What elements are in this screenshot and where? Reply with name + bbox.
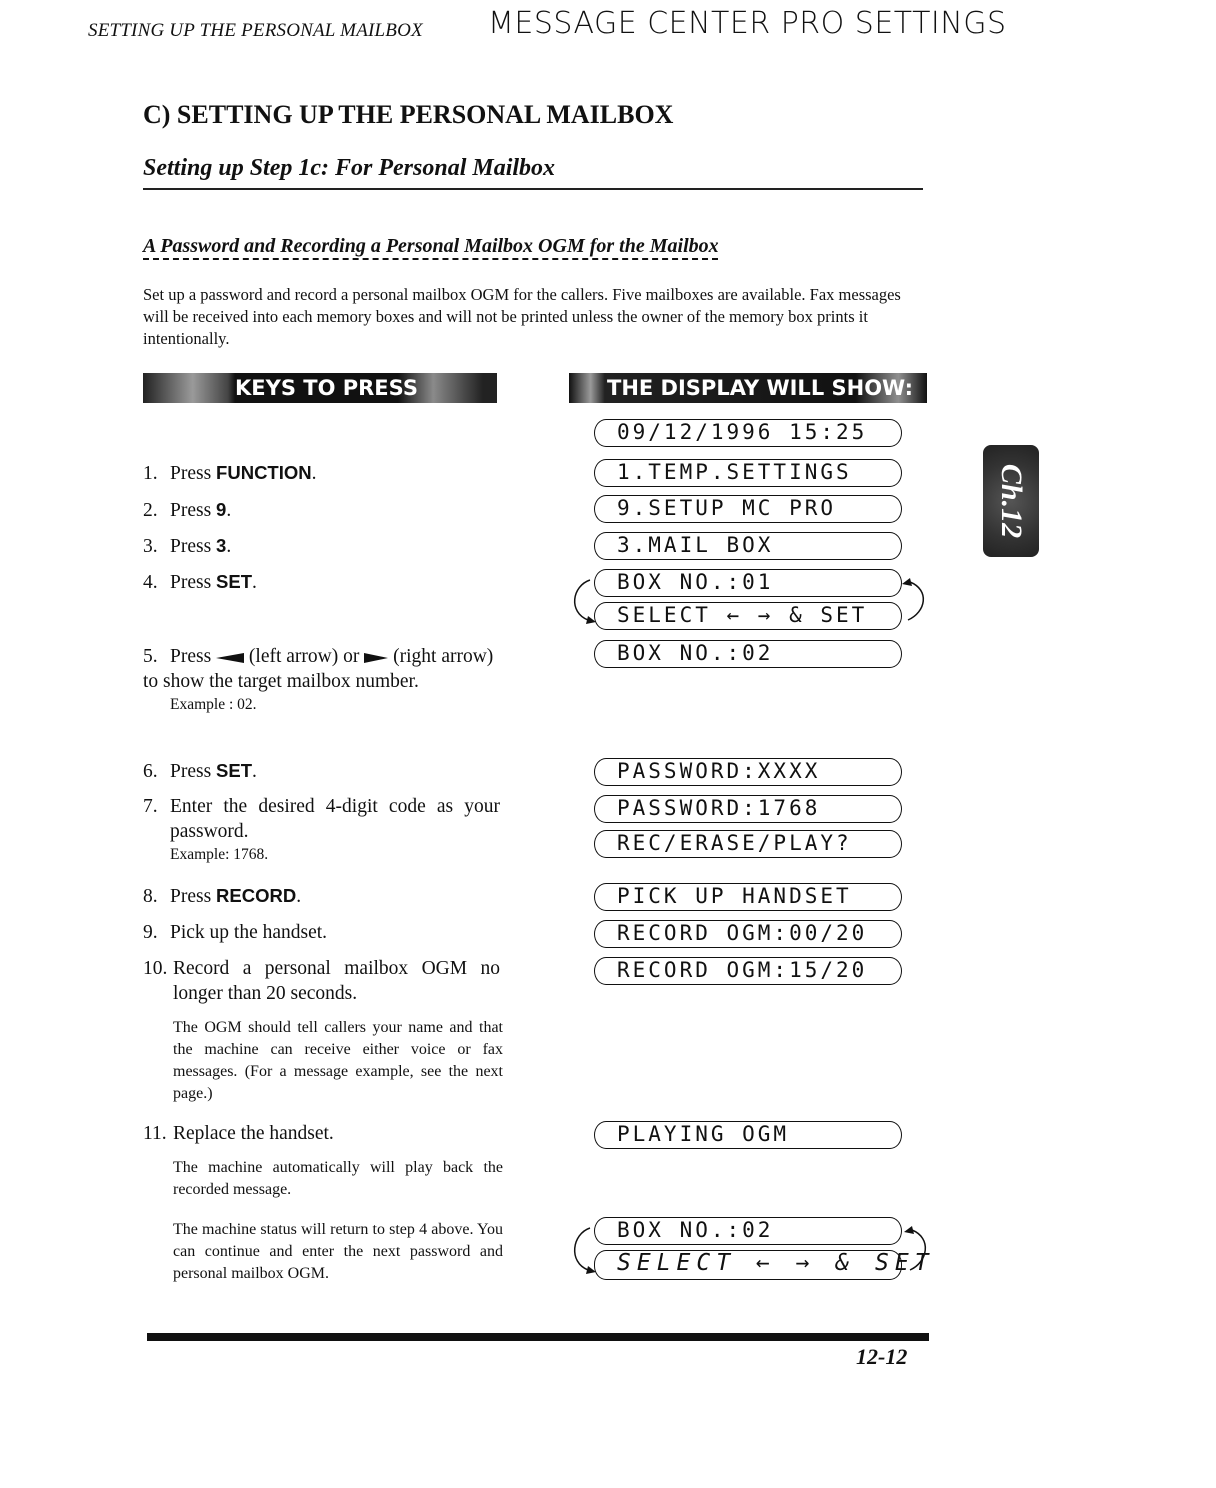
lcd-pick-up-handset: PICK UP HANDSET: [594, 883, 902, 911]
lcd-password-value: PASSWORD:1768: [594, 795, 902, 823]
key-set: SET: [216, 571, 253, 592]
intro-paragraph: Set up a password and record a personal mailbox OGM for the callers. Five mailboxes are available. Fax messages will be received into each memory boxes and will not be printed unless the owner of the memory box prints it intentionally.: [143, 285, 901, 348]
right-arrow-key-icon: [364, 653, 388, 663]
lcd-rec-erase-play: REC/ERASE/PLAY?: [594, 830, 902, 858]
step-text-left-arrow: (left arrow) or: [248, 646, 365, 667]
step-text-end: .: [252, 572, 257, 593]
note-ogm-content: The OGM should tell callers your name and that the machine can receive either voice or fax messages. (For a message example, see the next page.): [173, 1019, 503, 1102]
subsection-title: A Password and Recording a Personal Mailbox OGM for the Mailbox: [143, 235, 719, 257]
step-text: Press: [170, 463, 217, 484]
step-example: Example: 1768.: [170, 846, 269, 863]
step-text: Press: [170, 536, 217, 557]
step-number: 4.: [143, 572, 158, 593]
page-number: 12-12: [856, 1344, 908, 1369]
step-number: 5.: [143, 646, 158, 667]
step-text: Replace the handset.: [173, 1123, 334, 1144]
alternating-display-arrow-icon: [898, 1220, 938, 1278]
step-text: Press: [170, 572, 217, 593]
keys-banner-label: KEYS TO PRESS: [235, 376, 418, 400]
display-banner-label: THE DISPLAY WILL SHOW:: [607, 376, 913, 400]
lcd-record-ogm-00: RECORD OGM:00/20: [594, 920, 902, 948]
running-header-chapter: MESSAGE CENTER PRO SETTINGS: [488, 6, 1007, 41]
step-number: 10.: [143, 958, 168, 979]
chapter-tab-label: Ch.12: [995, 463, 1028, 539]
display-will-show-banner: [569, 373, 927, 403]
step-11: [143, 1121, 503, 1146]
keys-to-press-banner: [143, 373, 497, 403]
lcd-setup-mc-pro: 9.SETUP MC PRO: [594, 495, 902, 523]
step-text-end: .: [311, 463, 317, 484]
step-10: [143, 956, 503, 1006]
step-5: [143, 644, 503, 716]
lcd-record-ogm-15: RECORD OGM:15/20: [594, 957, 902, 985]
footer-rule: [147, 1333, 929, 1341]
note-return: The machine status will return to step 4 above. You can continue and enter the next password and personal mailbox OGM.: [173, 1221, 503, 1282]
lcd-password-mask: PASSWORD:XXXX: [594, 758, 902, 786]
alternating-display-arrow-icon: [562, 1220, 602, 1278]
chapter-tab: [983, 445, 1039, 557]
step-text-end: .: [252, 761, 257, 782]
section-title: C) SETTING UP THE PERSONAL MAILBOX: [143, 100, 674, 129]
step-text: Press: [170, 761, 217, 782]
step-text: Press: [170, 646, 217, 667]
step-text-right-arrow: (right arrow) to show the target mailbox number.: [143, 646, 494, 692]
step-number: 11.: [143, 1123, 167, 1144]
step-number: 1.: [143, 463, 158, 484]
step-number: 8.: [143, 886, 158, 907]
alternating-display-arrow-icon: [896, 572, 936, 628]
running-header-section: SETTING UP THE PERSONAL MAILBOX: [88, 20, 423, 41]
key-record: RECORD: [216, 885, 297, 906]
lcd-box-no-02: BOX NO.:02: [594, 640, 902, 668]
step-text-end: .: [296, 886, 302, 907]
step-number: 2.: [143, 500, 158, 521]
lcd-date-time: 09/12/1996 15:25: [594, 419, 902, 447]
step-9: [143, 920, 503, 945]
step-4: [143, 569, 503, 595]
step-text: Press: [170, 500, 217, 521]
step-text: Record a personal mailbox OGM no longer than 20 seconds.: [173, 958, 500, 1004]
lcd-select-set-again: SELECT ← → & SET: [594, 1250, 902, 1280]
lcd-select-set: SELECT ← → & SET: [594, 602, 902, 630]
step-3: [143, 533, 503, 559]
lcd-box-no-02-again: BOX NO.:02: [594, 1217, 902, 1245]
step-8: [143, 883, 503, 909]
step-2: [143, 497, 503, 523]
step-text: Pick up the handset.: [170, 922, 328, 943]
left-arrow-key-icon: [216, 653, 244, 663]
note-playback: The machine automatically will play back the recorded message.: [173, 1159, 503, 1198]
lcd-playing-ogm: PLAYING OGM: [594, 1121, 902, 1149]
step-7: [143, 794, 503, 866]
step-text-end: .: [226, 500, 232, 521]
key-9: 9: [216, 499, 227, 520]
step-6: [143, 758, 503, 784]
step-number: 3.: [143, 536, 158, 557]
alternating-display-arrow-icon: [562, 572, 602, 628]
step-text: Press: [170, 886, 217, 907]
lcd-mail-box: 3.MAIL BOX: [594, 532, 902, 560]
key-set: SET: [216, 760, 253, 781]
step-text: Enter the desired 4-digit code as your password.: [170, 796, 500, 842]
key-3: 3: [216, 535, 227, 556]
step-number: 9.: [143, 922, 158, 943]
step-number: 7.: [143, 796, 158, 817]
step-example: Example : 02.: [170, 696, 257, 713]
step-title: Setting up Step 1c: For Personal Mailbox: [143, 155, 923, 190]
step-number: 6.: [143, 761, 158, 782]
step-text-end: .: [226, 536, 232, 557]
lcd-box-no-01: BOX NO.:01: [594, 569, 902, 597]
lcd-temp-settings: 1.TEMP.SETTINGS: [594, 459, 902, 487]
step-1: [143, 460, 503, 486]
key-function: FUNCTION: [216, 462, 312, 483]
